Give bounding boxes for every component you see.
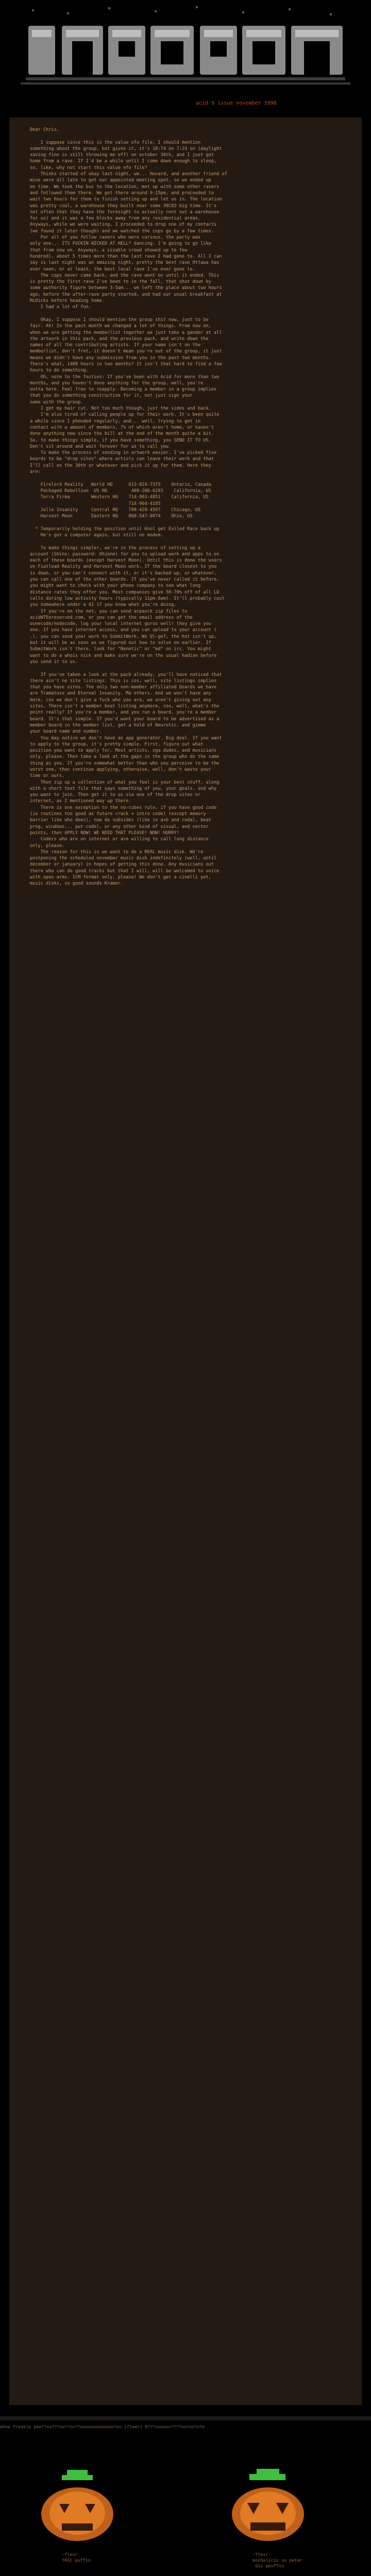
- letter-line: only, please.: [30, 843, 65, 849]
- letter-line: something about the group, but given it, it's 10:74 on 7:24 on (daylight: [30, 146, 222, 151]
- footer-credit-line: ahoe freskly pee??vx???oo??oo??ooooooooooooo?oo (fleer) 5???oooooo????oo?oo?o?o: [0, 2425, 205, 2430]
- letter-line: hours to do something.: [30, 368, 89, 374]
- letter-line: saving fine is still throwing me off) on october 30th, and I just got: [30, 152, 214, 158]
- letter-line: (ie routines too good as future crack + intro code) (except memory: [30, 811, 206, 817]
- pumpkin-art-2: [227, 2468, 309, 2545]
- letter-line: hundred), about 5 times more than the last rave I had gone to. All I can: [30, 253, 222, 259]
- letter-line: distance rates they offer you. Most companies give 50-70% off of all LD: [30, 589, 220, 595]
- letter-line: sites. There isn't a member boat listing anymore, cos, well, what's the: [30, 704, 220, 709]
- letter-line: ounecode/nodecode, log your local internet gurus well! they give you: [30, 621, 211, 627]
- letter-line: are Tramatose and Eternal Insanity. Ma others. And we won't have any: [30, 691, 211, 697]
- pumpkin-caption-2: -flexr- mochalicio us peter dis ppuffin: [252, 2552, 302, 2569]
- letter-line: Harvest Moon Eastern HQ 860-547-0074 Ohio, US: [30, 514, 193, 519]
- letter-line: McDicks before heading home.: [30, 298, 105, 304]
- letter-line: Firelord Reality World HQ 613-824-7375 Ontario, Canada: [30, 482, 211, 487]
- letter-line: memberlist, don't fret, it doesn't mean you're out of the group, it just: [30, 349, 222, 354]
- pumpkin-art-1: [36, 2468, 119, 2545]
- letter-line: Coders who are on internet or are willing to call long distance: [30, 837, 209, 842]
- letter-line: months, and you haven't done anything for the group, well, you're: [30, 380, 204, 386]
- letter-line: and followed them there. We got there around 9:15pm, and proceeded to: [30, 190, 214, 196]
- letter-line: home from a rave. If I'd be a while until I come down enough to sleep,: [30, 159, 217, 164]
- letter-line: prog, windows... put code), or any other kind of visual, and vector: [30, 824, 209, 829]
- letter-line: on time. We took the bus to the location, met up with some other ravers: [30, 184, 220, 190]
- pumpkin-caption-1: -flexr- TRIC puffin: [62, 2552, 91, 2563]
- letter-line: boards to be "drop sites" where artists can leave their work and that: [30, 456, 214, 462]
- letter-line: Anyways, while we were waiting, I proceeded to drop one of my contacts: [30, 222, 217, 228]
- letter-line: means we didn't have any submission from you in the past two months.: [30, 355, 211, 361]
- letter-line: member board in the member list, get a hold of Neurotic, and gimme: [30, 722, 206, 728]
- letter-line: I had a lot of fun.: [30, 304, 91, 310]
- letter-line: with a short text file that says something of you, your goals, and why: [30, 786, 217, 791]
- letter-line: for us) and it was a few blocks away from any residential areas.: [30, 216, 201, 222]
- letter-line: Then zip up a collection of what you feel is your best stuff, along: [30, 779, 220, 785]
- letter-line: Oh, note to the fosties: If you've been with Acid for more than two: [30, 374, 220, 380]
- letter-line: wait two hours for them to finish setting up and let us in. The location: [30, 197, 222, 202]
- issue-line: acid-9 issue november 1998: [196, 100, 277, 106]
- letter-line: mine were all late to get our appointed meeting spot, so we ended up: [30, 178, 211, 183]
- footer-divider: [0, 2416, 371, 2420]
- letter-line: each of these boards (except Harvest Moon). Until this is done the users: [30, 558, 222, 564]
- letter-line: music disks, so good sounds Kramer.: [30, 881, 124, 887]
- letter-line: was pretty cool, a warehouse they built near some 30C83 big time. It's: [30, 203, 217, 209]
- letter-line: Dear Chris,: [30, 127, 59, 132]
- letter-line: SubmitWork isn't there, look for "Nenotic" or "md" on irc. You might: [30, 647, 211, 652]
- letter-line: outta here. Feel free to reapply. Becoming a member in a group implies: [30, 387, 217, 393]
- letter-line: Jelle Insanity Central HQ 708-428-4587 Chicago, US: [30, 507, 201, 513]
- letter-line: there who can do good tracks but that I will, will be welcomed to voice: [30, 868, 220, 874]
- letter-line: You may notice we don't have an app generator. Big deal. If you want: [30, 735, 222, 741]
- letter-line: points, then APPLY NOW! WE NEED THAT PLEASE! NOW! HURRY!: [30, 830, 179, 836]
- letter-line: postponing the scheduled november music disk indefinitely (well, until: [30, 856, 217, 861]
- letter-line: are:: [30, 469, 41, 475]
- letter-line: fair. Ah! In the past month we changed a lot of things. From now on,: [30, 324, 211, 329]
- letter-line: not often that they have the foresight to actually rent out a warehouse: [30, 209, 220, 215]
- letter-line: The reason for this is we want to do a REAL music disk. We're: [30, 849, 204, 855]
- letter-line: I got my hair cut. Not too much though, just the sides and back.: [30, 406, 211, 412]
- letter-line: when we are getting the memberlist together we just take a gander at all: [30, 330, 222, 335]
- letter-line: Packaged Rebellion US HQ 408-266-6283 California, US: [30, 488, 211, 494]
- letter-line: internet, as I mentioned way up there.: [30, 799, 131, 804]
- letter-line: names of all the contributing artists. If your name isn't on the: [30, 343, 201, 348]
- header-logo-art: [0, 0, 371, 113]
- letter-line: the artwork in this pack, and the previous pack, and write down the: [30, 336, 209, 342]
- letter-line: He's got a computer again, but still no modem.: [30, 533, 163, 538]
- letter-line: to apply to the group, it's pretty simple. First, figure out what: [30, 741, 204, 747]
- letter-line: * Temporarily holding the position until Knol get Exiled Race back up: [30, 526, 220, 532]
- letter-line: that you have sites. The only two non-member affiliated boards we have: [30, 685, 217, 690]
- letter-line: There's what, 1400 hours in two months? It isn't that hard to find a few: [30, 361, 222, 367]
- letter-line: time or ours.: [30, 773, 65, 779]
- letter-line: If you've taken a look at the pack already, you'll have noticed that: [30, 672, 222, 677]
- letter-line: ever seen, or at least, the best local rave I've ever gone to.: [30, 266, 195, 272]
- letter-line: december or january) in hopes of getting this done. Any musicians out: [30, 862, 214, 868]
- letter-line: only, please. Then take a look at the gaps in the group who do the same: [30, 754, 220, 760]
- letter-line: your board name and number.: [30, 729, 102, 735]
- letter-line: with open arms. ICM format only, please! We don't get a cinelli yet,: [30, 875, 211, 880]
- letter-line: ago, before the after-rave party started, and had our usual breakfast at: [30, 292, 222, 297]
- letter-line: board. It's that simple. If you'd want your board to be advertised as a: [30, 716, 220, 722]
- letter-line: contact with a amount of members, 7% of which aren't home, or haven't: [30, 425, 214, 430]
- letter-line: position you want to apply for. Most artists, vga dudes, and musicians: [30, 748, 217, 754]
- letter-line: is pretty the first rave I've been to in the fall, that shut down by: [30, 279, 211, 285]
- letter-line: you might want to check with your phone company to see what long: [30, 583, 201, 589]
- letter-line: To make things simpler, we're in the process of setting up a: [30, 545, 201, 551]
- letter-line: only one... ITS FUCKIN WICKED AT HELL* dancing. I'm going to go like: [30, 241, 211, 247]
- letter-line: The cops never came back, and the rave went on until it ended. This: [30, 273, 220, 278]
- letter-line: so, like, why not start this value nfo file?: [30, 165, 147, 171]
- letter-line: that from now on. Anyways, a sizable crowd showed up to few: [30, 247, 188, 253]
- letter-line: .), you can send your work to SubmitWork, Wo Ql-gef, the hot isn't up,: [30, 634, 217, 639]
- letter-line: there ain't no site listings. This is cos, well, site listings implies: [30, 678, 217, 684]
- letter-line: you can call one of the other boards. If you've never called it before,: [30, 577, 220, 583]
- letter-line: If you're on the net, you can send acpaxck zip files to: [30, 608, 188, 614]
- letter-line: but it will be as soon as we figured out how to solve on earlier. If: [30, 640, 211, 646]
- letter-line: Terra Firma Western HQ 714-963-4851 California, US: [30, 495, 209, 500]
- letter-line: is down, or you can't connect with it, or it's backed up, or whatever,: [30, 570, 217, 576]
- letter-line: you send it to us.: [30, 659, 78, 665]
- letter-line: that you do something constructive for it, not just sign your: [30, 393, 193, 399]
- letter-line: thing as you. If you're somewhat better than who you perceive to be the: [30, 760, 220, 766]
- letter-line: So, to make things simple, if you have something, you SEND IT TO US.: [30, 437, 211, 443]
- letter-line: want to do a whois nick and make sure we're on the usual hadian before: [30, 653, 217, 658]
- letter-line: say is last night was an amazing night, pretty the best rave Ottawa has: [30, 260, 220, 266]
- letter-line: more, cos we don't give a fuck who you are, we aren't giving out any: [30, 697, 211, 703]
- letter-line: you somewhere under a $1 if you know what you're doing.: [30, 602, 177, 608]
- letter-line: (we found it later though) and we watched the cops go by a few times.: [30, 228, 214, 234]
- letter-line: some authority figure between 3-5am... we left the place about two hours: [30, 285, 222, 291]
- letter-line: account (Skins: password: Ohzone) for you to upload work and apps to on: [30, 551, 220, 557]
- letter-line: Okay, I suppose I should mention the group shit now, just to be: [30, 317, 209, 323]
- letter-line: worst one, then continue applying, otherwise, well, don't waste your: [30, 767, 211, 772]
- letter-line: name with the group.: [30, 399, 83, 405]
- letter-line: done anything new since the bill at the end of the month quite a bit.: [30, 431, 214, 437]
- letter-line: point really? If you're a member, and you run a board, you're a member: [30, 710, 217, 716]
- letter-line: I'm also tired of calling people up for their work. It's been quite: [30, 412, 220, 418]
- letter-text: [30, 127, 339, 887]
- letter-line: To make the process of sending in artwork easier, I've picked five: [30, 450, 217, 456]
- letter-line: 714-964-4185: [30, 501, 161, 506]
- letter-line: you want to join. Then get it to us via one of the drop sites or: [30, 792, 201, 798]
- letter-line: There is one exception to the no-cubes rule, if you have good code: [30, 805, 217, 810]
- letter-line: a while since I phonded regularly, and... well, trying to get in: [30, 418, 201, 424]
- letter-line: For all of you fellow ravers who were curious, the party was: [30, 235, 201, 241]
- letter-panel: [9, 117, 362, 2405]
- letter-line: calls during low activity hours (typically 11pm-8am). It'll probably cost: [30, 596, 225, 601]
- letter-line: on Fiatlead Reality and Harvest Moon work. If the board closest to you: [30, 564, 217, 570]
- letter-line: barrier like who does), now do subsides (like in a+b and coda), beat: [30, 818, 211, 823]
- letter-line: I'll call on the 30th or whatever and pick it up for them. Here they: [30, 463, 211, 468]
- letter-line: Don't sit around and wait forever for us to call you.: [30, 444, 172, 449]
- letter-line: acidWTEereserved.com, or you can get the email address of the: [30, 615, 193, 620]
- letter-line: one. If you have internet access, and you can upload to your account (: [30, 628, 217, 633]
- letter-line: Thinks started of okay last night, we... Hovard, and another friend of: [30, 172, 227, 177]
- letter-line: I suppose since this is the value nfo file, I should mention: [30, 140, 201, 145]
